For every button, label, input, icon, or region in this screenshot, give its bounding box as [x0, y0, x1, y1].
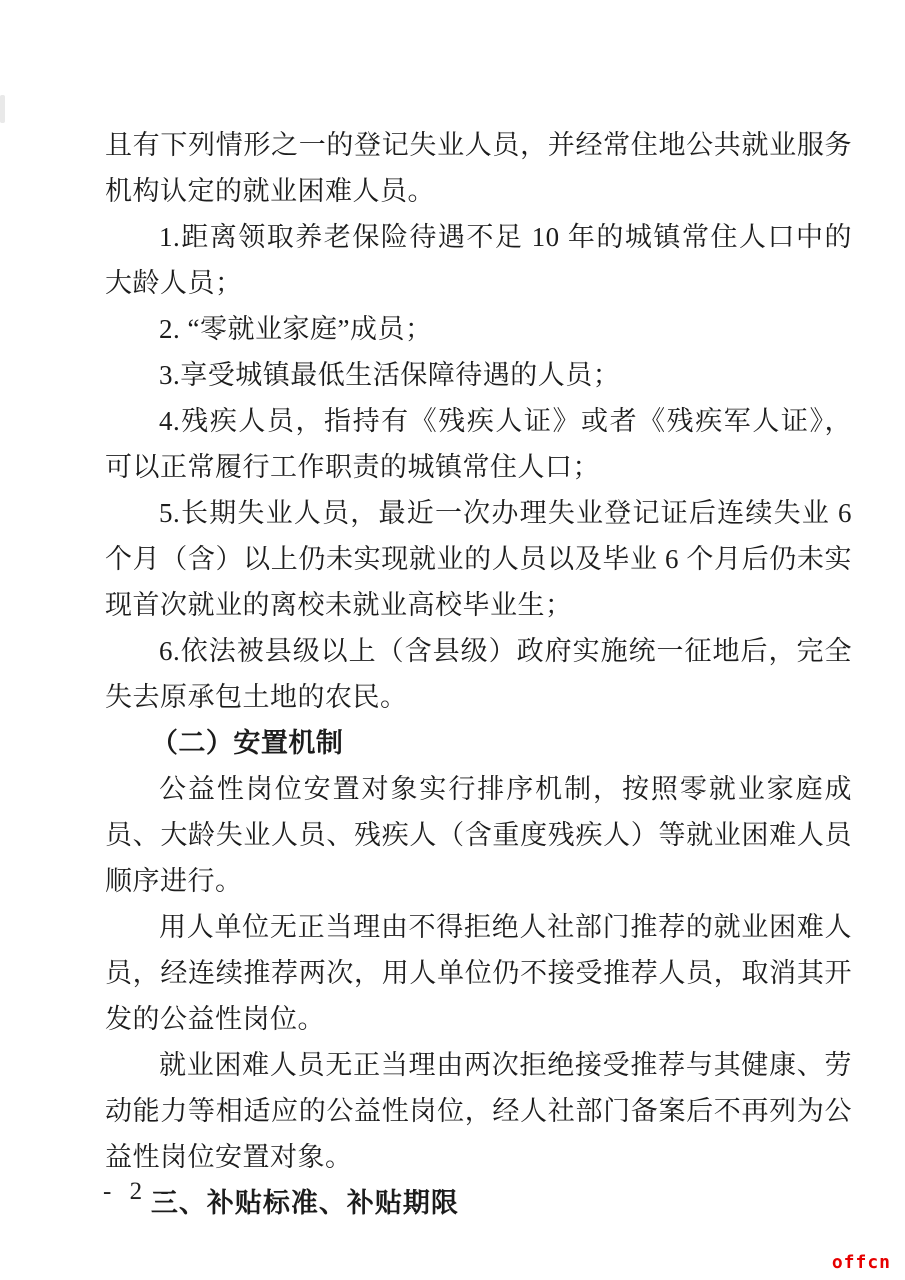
document-body: [105, 122, 852, 1226]
list-item-2: 2. “零就业家庭”成员；: [159, 314, 433, 344]
section-heading-3: 三、补贴标准、补贴期限: [150, 1188, 459, 1218]
paragraph-worker-refusal: 就业困难人员无正当理由两次拒绝接受推荐与其健康、劳动能力等相适应的公益性岗位，经人社部门备案后不再列为公益性岗位安置对象。: [105, 1050, 852, 1172]
list-item-1: 1.距离领取养老保险待遇不足 10 年的城镇常住人口中的大龄人员；: [105, 222, 852, 298]
watermark-offcn: offcn: [831, 1252, 891, 1273]
list-item-5: 5.长期失业人员，最近一次办理失业登记证后连续失业 6 个月（含）以上仍未实现就业的人员以及毕业 6 个月后仍未实现首次就业的离校未就业高校毕业生；: [105, 498, 852, 620]
list-item-6: 6.依法被县级以上（含县级）政府实施统一征地后，完全失去原承包土地的农民。: [105, 636, 852, 712]
page-number: - 2 -: [103, 1178, 175, 1205]
paragraph-placement-order: 公益性岗位安置对象实行排序机制，按照零就业家庭成员、大龄失业人员、残疾人（含重度残疾人）等就业困难人员顺序进行。: [105, 774, 852, 896]
paragraph-employer-refusal: 用人单位无正当理由不得拒绝人社部门推荐的就业困难人员，经连续推荐两次，用人单位仍不接受推荐人员，取消其开发的公益性岗位。: [105, 912, 852, 1034]
section-heading-2: （二）安置机制: [150, 728, 344, 758]
paragraph-continuation: 且有下列情形之一的登记失业人员，并经常住地公共就业服务机构认定的就业困难人员。: [105, 130, 852, 206]
scan-artifact: [0, 95, 5, 123]
list-item-4: 4.残疾人员，指持有《残疾人证》或者《残疾军人证》，可以正常履行工作职责的城镇常住人口；: [105, 406, 852, 482]
list-item-3: 3.享受城镇最低生活保障待遇的人员；: [159, 360, 621, 390]
